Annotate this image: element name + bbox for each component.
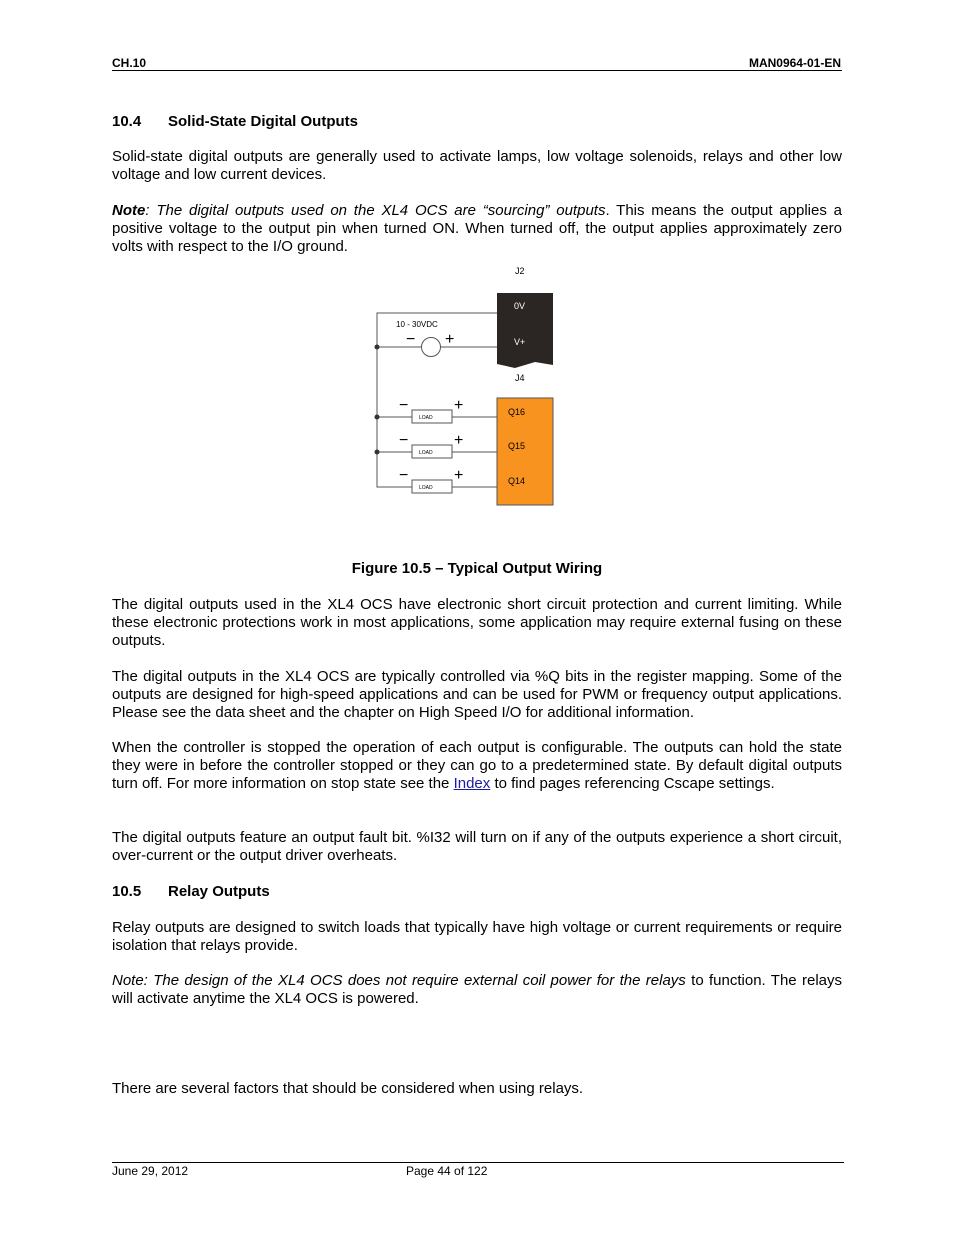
section-heading-10-5 <box>112 883 270 900</box>
header-doc-id: MAN0964-01-EN <box>748 56 841 70</box>
junction-dot <box>375 415 380 420</box>
output-q14-label: Q14 <box>508 476 526 486</box>
relay-note-italic: Note: The design of the XL4 OCS does not require external coil power for the relays <box>112 972 686 989</box>
j4-label: J4 <box>515 373 525 383</box>
j2-label: J2 <box>515 266 525 276</box>
load-minus-sign: − <box>399 397 409 414</box>
junction-dot <box>375 345 380 350</box>
footer-rule <box>112 1162 844 1163</box>
note-rest-text: . This means the output applies a positive voltage to the output pin when turned ON. When turned off, the output applies approximately zero volts with respect to the I/O ground. <box>112 202 842 255</box>
footer-date: June 29, 2012 <box>112 1164 189 1178</box>
load-plus-sign: + <box>454 467 464 484</box>
load-q15 <box>399 432 463 458</box>
protection-paragraph: The digital outputs used in the XL4 OCS have electronic short circuit protection and current limiting. While these electronic protections work in most applications, some application may require external fusing on these outputs. <box>112 596 842 649</box>
supply-voltage-label: 10 - 30VDC <box>396 320 438 329</box>
pin-vplus-label: V+ <box>514 337 526 347</box>
load-label: LOAD <box>419 450 433 456</box>
relay-note <box>112 972 842 1008</box>
load-q16 <box>399 397 463 423</box>
load-label: LOAD <box>419 485 433 491</box>
load-plus-sign: + <box>454 432 464 449</box>
section-number: 10.4 <box>112 113 142 130</box>
load-q14 <box>399 467 463 493</box>
stop-state-text-before: When the controller is stopped the operation of each output is configurable. The outputs can hold the state they were in before the controller stopped or they can go to a predetermined state. By default digital outputs turn off. For more information on stop state see the <box>112 739 842 792</box>
register-mapping-paragraph: The digital outputs in the XL4 OCS are typically controlled via %Q bits in the register mapping. Some of the outputs are designed for high-speed applications and can be used for PWM or frequency output applications. Please see the data sheet and the chapter on High Speed I/O for additional information. <box>112 668 842 721</box>
note-italic-text: : The digital outputs used on the XL4 OCS are “sourcing” outputs <box>145 202 606 219</box>
index-link[interactable]: Index <box>453 775 491 792</box>
supply-minus-sign: − <box>406 331 416 348</box>
note-label: Note <box>112 202 146 219</box>
header-chapter: CH.10 <box>112 56 147 70</box>
intro-paragraph: Solid-state digital outputs are generally used to activate lamps, low voltage solenoids, relays and other low voltage and low current devices. <box>112 148 842 183</box>
supply-plus-sign: + <box>445 331 455 348</box>
output-q16-label: Q16 <box>508 407 526 417</box>
load-plus-sign: + <box>454 397 464 414</box>
relay-intro-paragraph: Relay outputs are designed to switch loads that typically have high voltage or current requirements or require isolation that relays provide. <box>112 919 842 954</box>
figure-caption: Figure 10.5 – Typical Output Wiring <box>351 560 603 577</box>
stop-state-paragraph <box>112 739 842 793</box>
relay-note-rest: to function. The relays will activate anytime the XL4 OCS is powered. <box>112 972 842 1007</box>
section-title: Solid-State Digital Outputs <box>168 113 358 130</box>
section-title: Relay Outputs <box>168 883 270 900</box>
relay-factors-paragraph: There are several factors that should be considered when using relays. <box>112 1080 584 1097</box>
stop-state-text-after: to find pages referencing Cscape settings. <box>490 775 775 792</box>
junction-dot <box>375 450 380 455</box>
load-label: LOAD <box>419 415 433 421</box>
load-minus-sign: − <box>399 432 409 449</box>
fault-bit-paragraph: The digital outputs feature an output fault bit. %I32 will turn on if any of the outputs experience a short circuit, over-current or the output driver overheats. <box>112 829 842 864</box>
pin-0v-label: 0V <box>514 301 526 311</box>
footer-page-number: Page 44 of 122 <box>406 1164 488 1178</box>
dc-supply-symbol <box>422 338 441 357</box>
load-minus-sign: − <box>399 467 409 484</box>
section-number: 10.5 <box>112 883 142 900</box>
output-q15-label: Q15 <box>508 441 526 451</box>
